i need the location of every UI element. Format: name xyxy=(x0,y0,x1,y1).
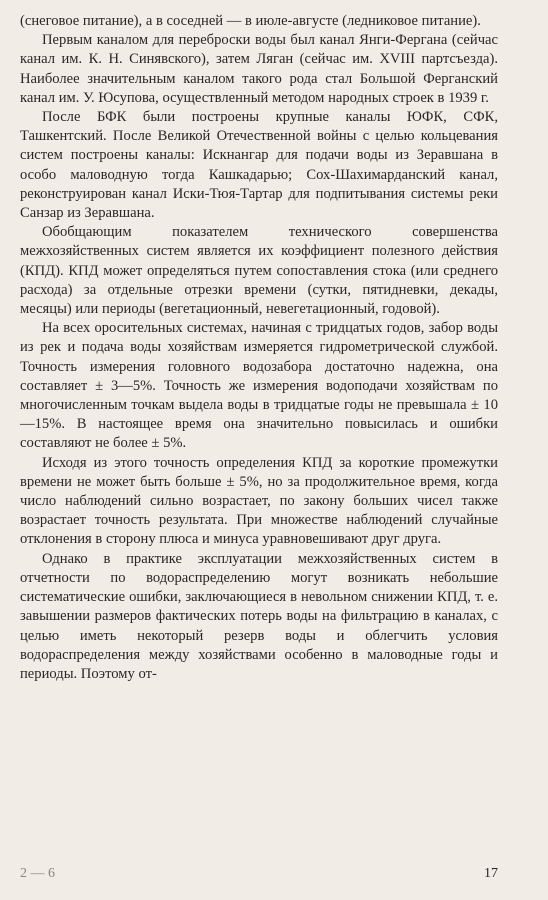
printer-signature: 2 — 6 xyxy=(20,866,55,881)
page-footer xyxy=(20,866,498,882)
page-number: 17 xyxy=(484,866,498,881)
paragraph-5: На всех оросительных системах, начиная с тридцатых годов, забор воды из рек и подача воды хозяйствам измеряется гидрометрической службой. Точность измерения головного водозабора достаточно надежна, она составляет ± 3—5%. Точность же измерения водоподачи хозяйствам по многочисленным точкам выдела воды в тридцатые годы не превышала ± 10—15%. В настоящее время она значительно повысилась и ошибки составляют не более ± 5%. xyxy=(20,320,498,452)
paragraph-7: Однако в практике эксплуатации межхозяйственных систем в отчетности по водораспределению могут возникать небольшие систематические ошибки, заключающиеся в невольном снижении КПД, т. е. завышении размеров фактических потерь воды на фильтрацию в каналах, с целью иметь некоторый резерв воды и облегчить условия водораспределения между хозяйствами особенно в маловодные годы и периоды. Поэтому от- xyxy=(20,550,498,682)
paragraph-3: После БФК были построены крупные каналы ЮФК, СФК, Ташкентский. После Великой Отечественной войны с целью кольцевания систем построены каналы: Искнангар для подачи воды из Зеравшана в особо маловодную тогда Кашкадарью; Сох-Шахимарданский канал, реконструирован канал Иски-Тюя-Тартар для подпитывания системы реки Санзар из Зеравшана. xyxy=(20,109,498,222)
paragraph-4: Обобщающим показателем технического совершенства межхозяйственных систем является их коэффициент полезного действия (КПД). КПД может определяться путем сопоставления стока (или среднего расхода) за отдельные отрезки времени (сутки, пятидневки, декады, месяцы) или периоды (вегетационный, невегетационный, годовой). xyxy=(20,224,498,318)
paragraph-6: Исходя из этого точность определения КПД за короткие промежутки времени не может быть больше ± 5%, но за продолжительное время, когда число наблюдений сильно возрастает, по закону больших чисел также возрастает точность результата. При множестве наблюдений случайные отклонения в сторону плюса и минуса уравновешивают друг друга. xyxy=(20,454,498,548)
paragraph-2: Первым каналом для переброски воды был канал Янги-Фергана (сейчас канал им. К. Н. Синявского), затем Ляган (сейчас им. XVIII партсъезда). Наиболее значительным каналом такого рода стал Большой Ферганский канал им. У. Юсупова, осуществленный методом народных строек в 1939 г. xyxy=(20,32,498,106)
body-text xyxy=(20,12,498,684)
paragraph-1: (снеговое питание), а в соседней — в июле-августе (ледниковое питание). xyxy=(20,13,481,29)
